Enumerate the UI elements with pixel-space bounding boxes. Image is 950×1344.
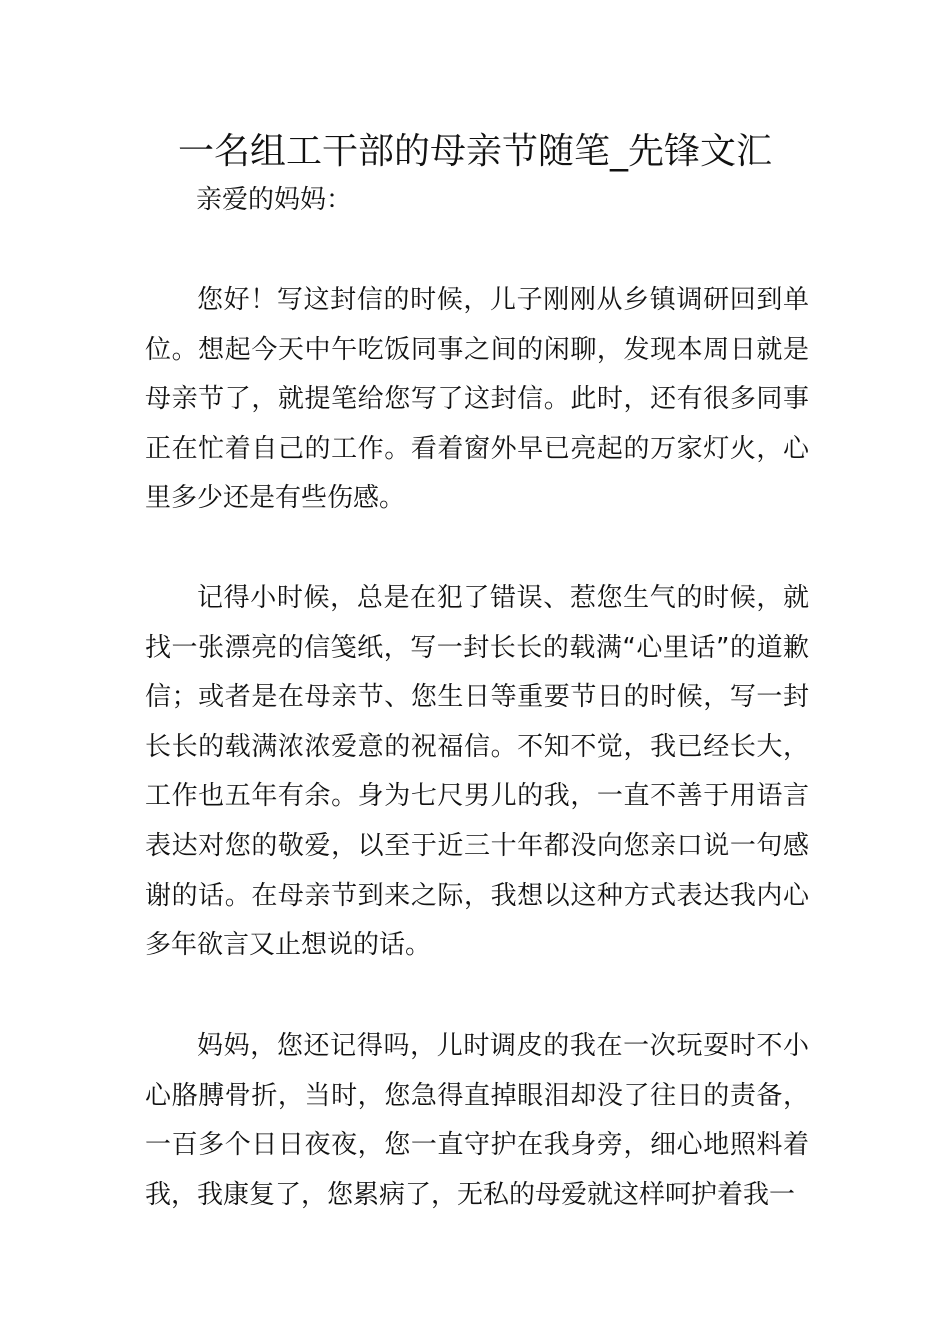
- salutation: 亲爱的妈妈：: [196, 185, 353, 215]
- paragraph-2: 记得小时候，总是在犯了错误、惹您生气的时候，就找一张漂亮的信笺纸，写一封长长的载满“心里话”的道歉信；或者是在母亲节、您生日等重要节日的时候，写一封长长的载满浓浓爱意的祝福信。不知不觉，我已经长大，工作也五年有余。身为七尺男儿的我，一直不善于用语言表达对您的敬爱，以至于近三十年都没向您亲口说一句感谢的话。在母亲节到来之际，我想以这种方式表达我内心多年欲言又止想说的话。: [145, 583, 809, 961]
- document-title: 一名组工干部的母亲节随笔_先锋文汇: [177, 131, 772, 172]
- paragraph-3: 妈妈，您还记得吗，儿时调皮的我在一次玩耍时不小心胳膊骨折，当时，您急得直掉眼泪却没了往日的责备，一百多个日日夜夜，您一直守护在我身旁，细心地照料着我，我康复了，您累病了，无私的母爱就这样呵护着我一: [145, 1031, 809, 1210]
- paragraph-1: 您好！写这封信的时候，儿子刚刚从乡镇调研回到单位。想起今天中午吃饭同事之间的闲聊，发现本周日就是母亲节了，就提笔给您写了这封信。此时，还有很多同事正在忙着自己的工作。看着窗外早已亮起的万家灯火，心里多少还是有些伤感。: [145, 285, 809, 514]
